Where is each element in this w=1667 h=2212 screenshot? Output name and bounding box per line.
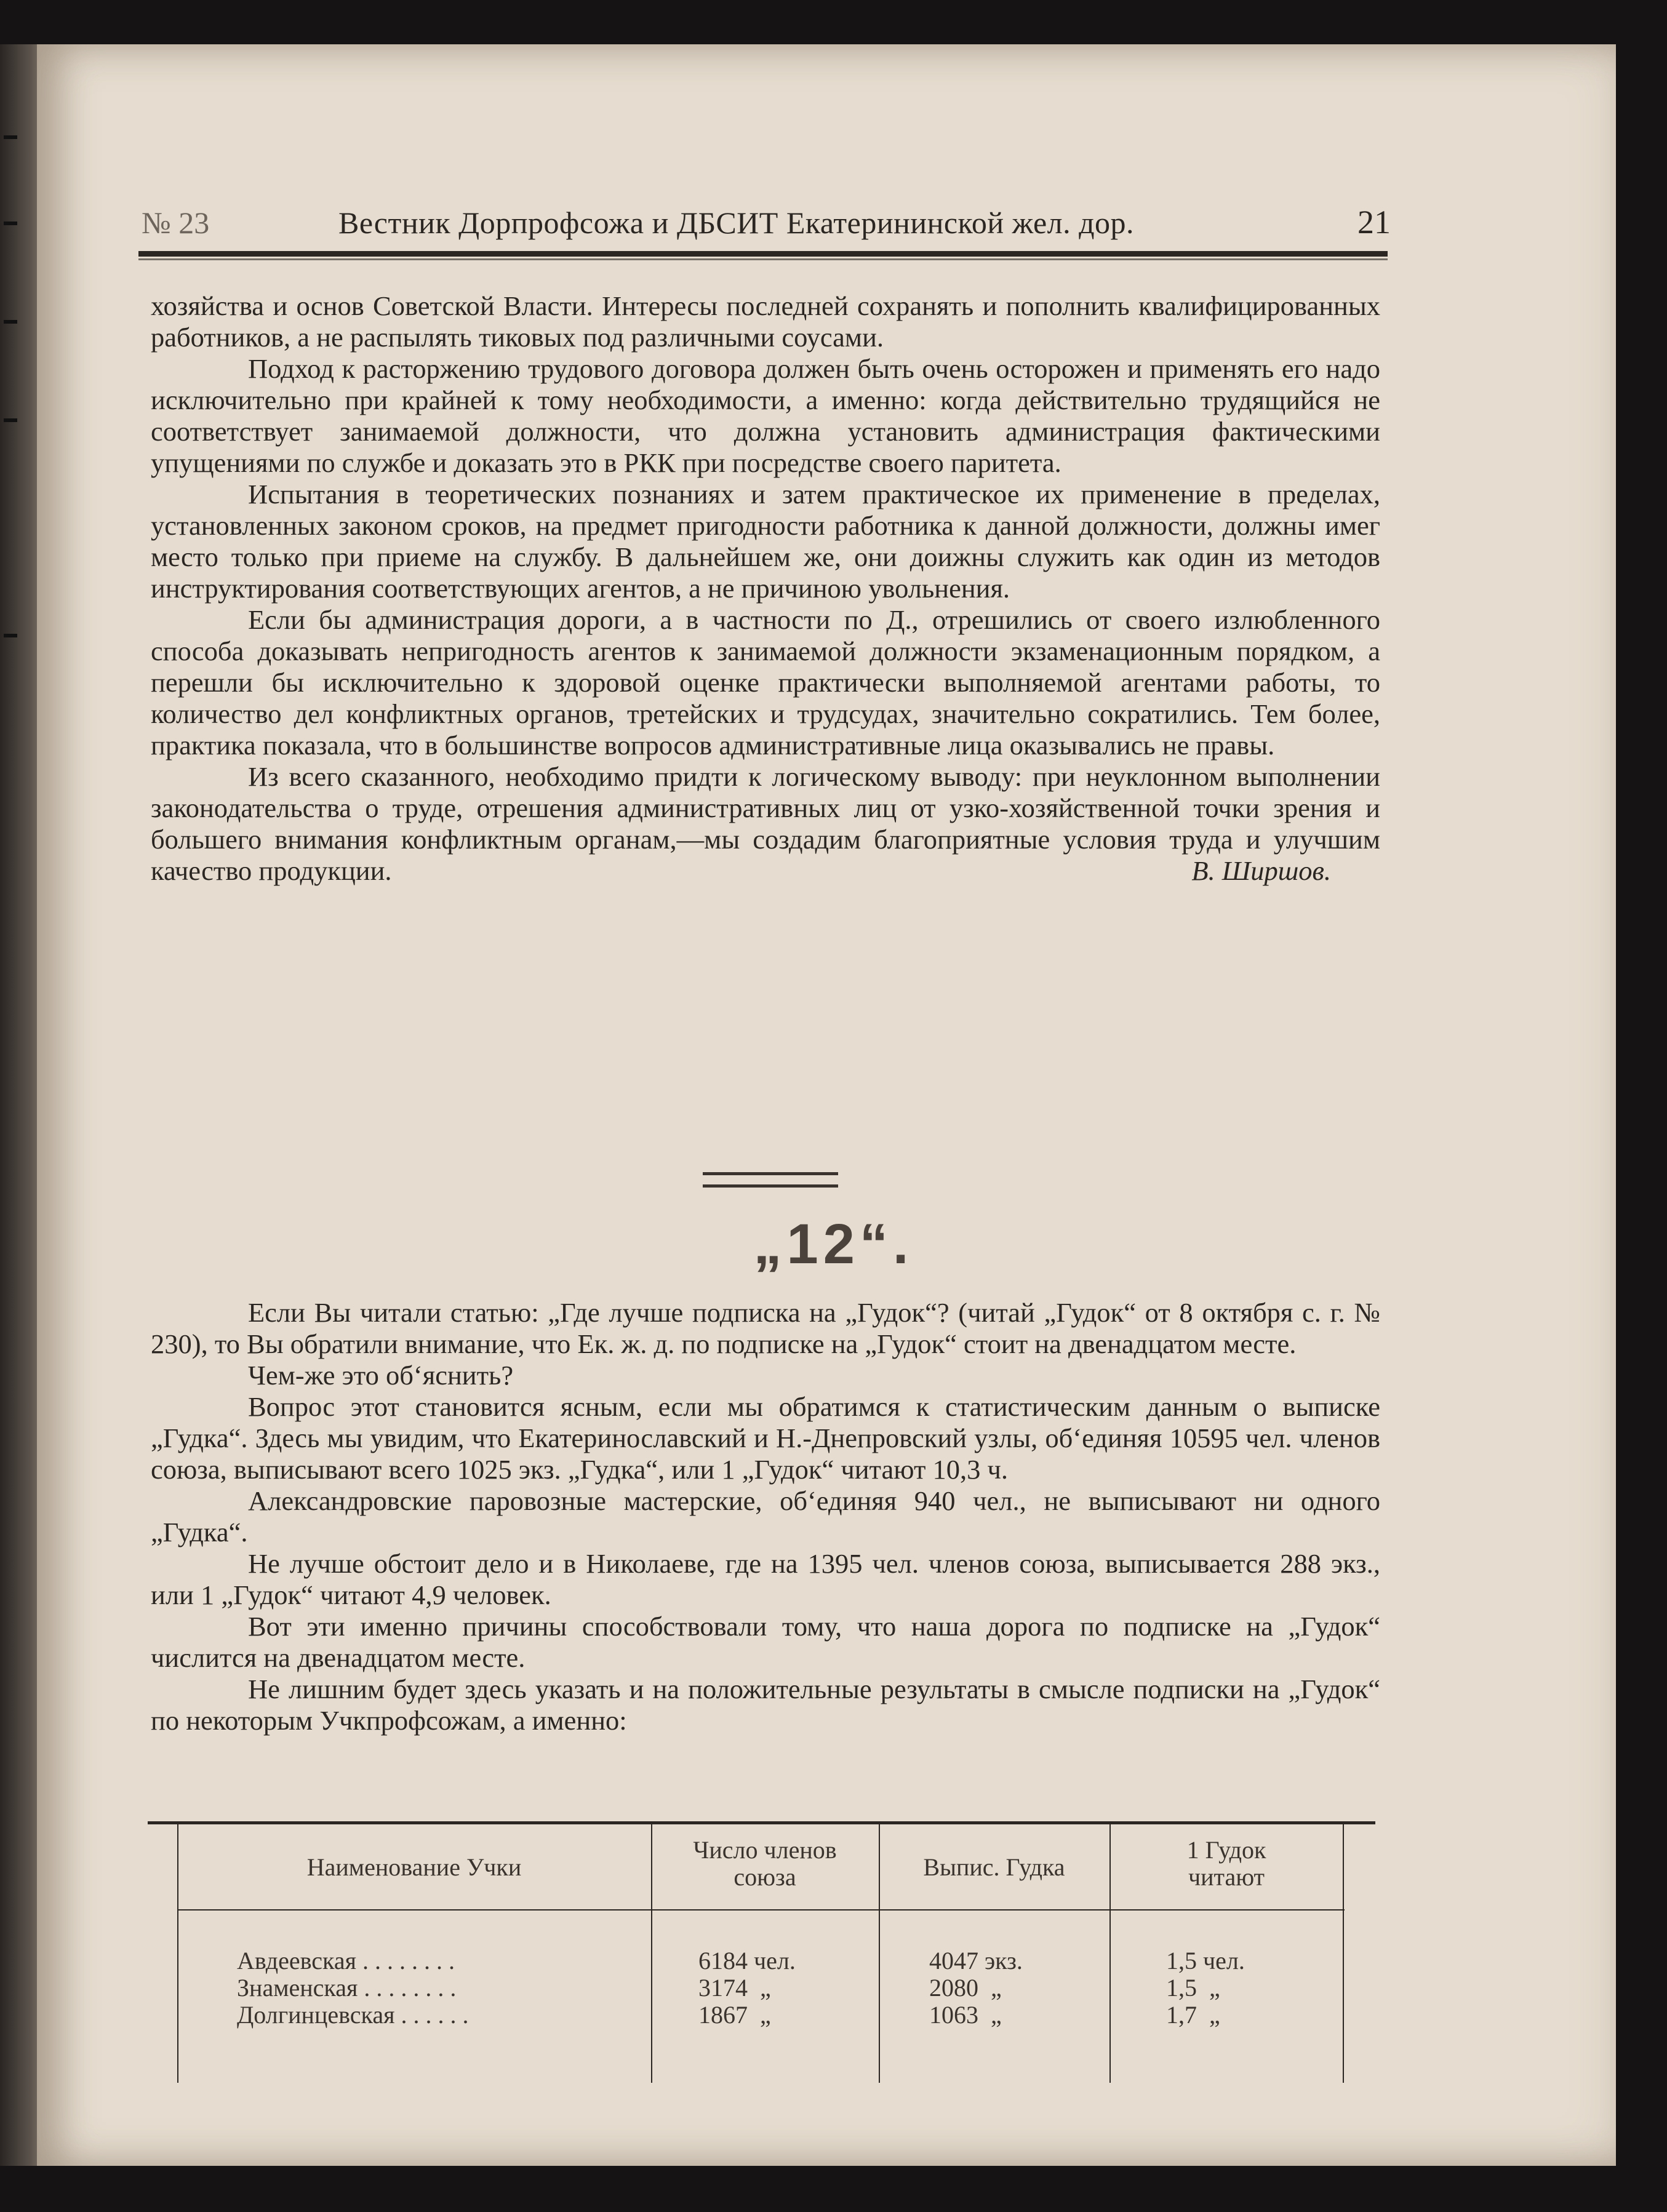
section-divider bbox=[703, 1172, 838, 1175]
table-header-subscriptions: Выпис. Гудка bbox=[923, 1853, 1065, 1881]
subscription-table bbox=[148, 1821, 1375, 2083]
page-number: 21 bbox=[1357, 204, 1391, 241]
table-header-rule bbox=[177, 1909, 1345, 1911]
table-header-name: Наименование Учки bbox=[306, 1853, 522, 1881]
table-header-members: Число членов союза bbox=[693, 1836, 837, 1891]
paragraph: Вопрос этот становится ясным, если мы обратимся к статистическим данным о выписке „Гудка“. Здесь мы увидим, что Екатеринославский и Н.-Днепровский узлы, об‘единяя 10595 чел. членов союза, выписывают всего 1025 экз. „Гудка“, или 1 „Гудок“ читают 10,3 ч. bbox=[151, 1391, 1380, 1485]
journal-title: Вестник Дорпрофсожа и ДБСИТ Екатерининской жел. дор. bbox=[338, 206, 1135, 240]
edge-mark bbox=[4, 320, 17, 324]
table-header-readers: 1 Гудок читают bbox=[1186, 1836, 1266, 1891]
edge-mark bbox=[4, 222, 17, 225]
edge-mark bbox=[4, 634, 17, 637]
paragraph: Вот эти именно причины способствовали тому, что наша дорога по подписке на „Гудок“ числится на двенадцатом месте. bbox=[151, 1611, 1380, 1673]
table-cell-name: Долгинцевская . . . . . . bbox=[237, 2001, 469, 2029]
table-cell-readers: 1,7 „ bbox=[1166, 2001, 1220, 2029]
paragraph: Если бы администрация дороги, а в частности по Д., отрешились от своего излюбленного способа доказывать непригодность агентов к занимаемой должности экзаменационным порядком, а перешли бы исключительно к здоровой оценке практически выполняемой агентами работы, то количество дел конфликтных органов, третейских и трудсудах, значительно сократились. Тем более, практика показала, что в большинстве вопросов административные лица оказывались не правы. bbox=[151, 604, 1380, 761]
header-rule bbox=[138, 251, 1388, 257]
table-cell-readers: 1,5 чел. bbox=[1166, 1947, 1245, 1974]
table-cell-members: 1867 „ bbox=[698, 2001, 771, 2029]
table-cell-members: 3174 „ bbox=[698, 1974, 771, 2002]
table-cell-name: Авдеевская . . . . . . . . bbox=[237, 1947, 455, 1974]
article-1 bbox=[151, 290, 1380, 887]
header-rule-thin bbox=[138, 258, 1388, 260]
author-signature: В. Ширшов. bbox=[1191, 855, 1331, 886]
section-divider bbox=[703, 1184, 838, 1188]
article-2 bbox=[151, 1297, 1380, 1736]
edge-mark bbox=[4, 135, 17, 139]
table-cell-subs: 1063 „ bbox=[929, 2001, 1002, 2029]
paragraph bbox=[151, 761, 1380, 887]
paragraph: Не лишним будет здесь указать и на положительные результаты в смысле подписки на „Гудок“ по некоторым Учкпрофсожам, а именно: bbox=[151, 1674, 1380, 1736]
paragraph: Если Вы читали статью: „Где лучше подписка на „Гудок“? (читай „Гудок“ от 8 октября с. г. № 230), то Вы обратили внимание, что Ек. ж. д. по подписке на „Гудок“ стоит на двенадцатом месте. bbox=[151, 1297, 1380, 1359]
table-border-right bbox=[1343, 1824, 1344, 2083]
paragraph-text: Из всего сказанного, необходимо придти к логическому выводу: при неуклонном выполнении законодательства о труде, отрешения административных лиц от узко-хозяйственной точки зрения и большего внимания конфликтным органам,—мы создадим благоприятные условия труда и улучшим качество продукции. bbox=[151, 761, 1380, 886]
paragraph: Испытания в теоретических познаниях и затем практическое их применение в пределах, установленных законом сроков, на предмет пригодности работника к данной должности, должны имег место только при приеме на службу. В дальнейшем же, они доижны служить как один из методов инструктирования соответствующих агентов, а не причиною увольнения. bbox=[151, 479, 1380, 604]
edge-mark bbox=[4, 418, 17, 422]
table-cell-readers: 1,5 „ bbox=[1166, 1974, 1220, 2002]
table-cell-subs: 2080 „ bbox=[929, 1974, 1002, 2002]
paragraph: Подход к расторжению трудового договора должен быть очень осторожен и применять его надо исключительно при крайней к тому необходимости, а именно: когда действительно трудящийся не соответствует занимаемой должности, что должна установить администрация фактическими упущениями по службе и доказать это в РКК при посредстве своего паритета. bbox=[151, 353, 1380, 478]
table-column-divider bbox=[1109, 1824, 1111, 2083]
table-cell-subs: 4047 экз. bbox=[929, 1947, 1023, 1974]
article-2-title: „12“. bbox=[753, 1213, 914, 1276]
table-column-divider bbox=[651, 1824, 652, 2083]
paragraph: хозяйства и основ Советской Власти. Интересы последней сохранять и пополнить квалифицированных работников, а не распылять тиковых под различными соусами. bbox=[151, 290, 1380, 353]
table-cell-name: Знаменская . . . . . . . . bbox=[237, 1974, 457, 2002]
running-header bbox=[142, 203, 1391, 241]
paragraph: Не лучше обстоит дело и в Николаеве, где на 1395 чел. членов союза, выписывается 288 экз., или 1 „Гудок“ читают 4,9 человек. bbox=[151, 1548, 1380, 1610]
paragraph: Александровские паровозные мастерские, об‘единяя 940 чел., не выписывают ни одного „Гудка“. bbox=[151, 1485, 1380, 1547]
paragraph: Чем-же это об‘яснить? bbox=[248, 1360, 514, 1391]
issue-number: № 23 bbox=[142, 206, 210, 240]
table-cell-members: 6184 чел. bbox=[698, 1947, 796, 1974]
